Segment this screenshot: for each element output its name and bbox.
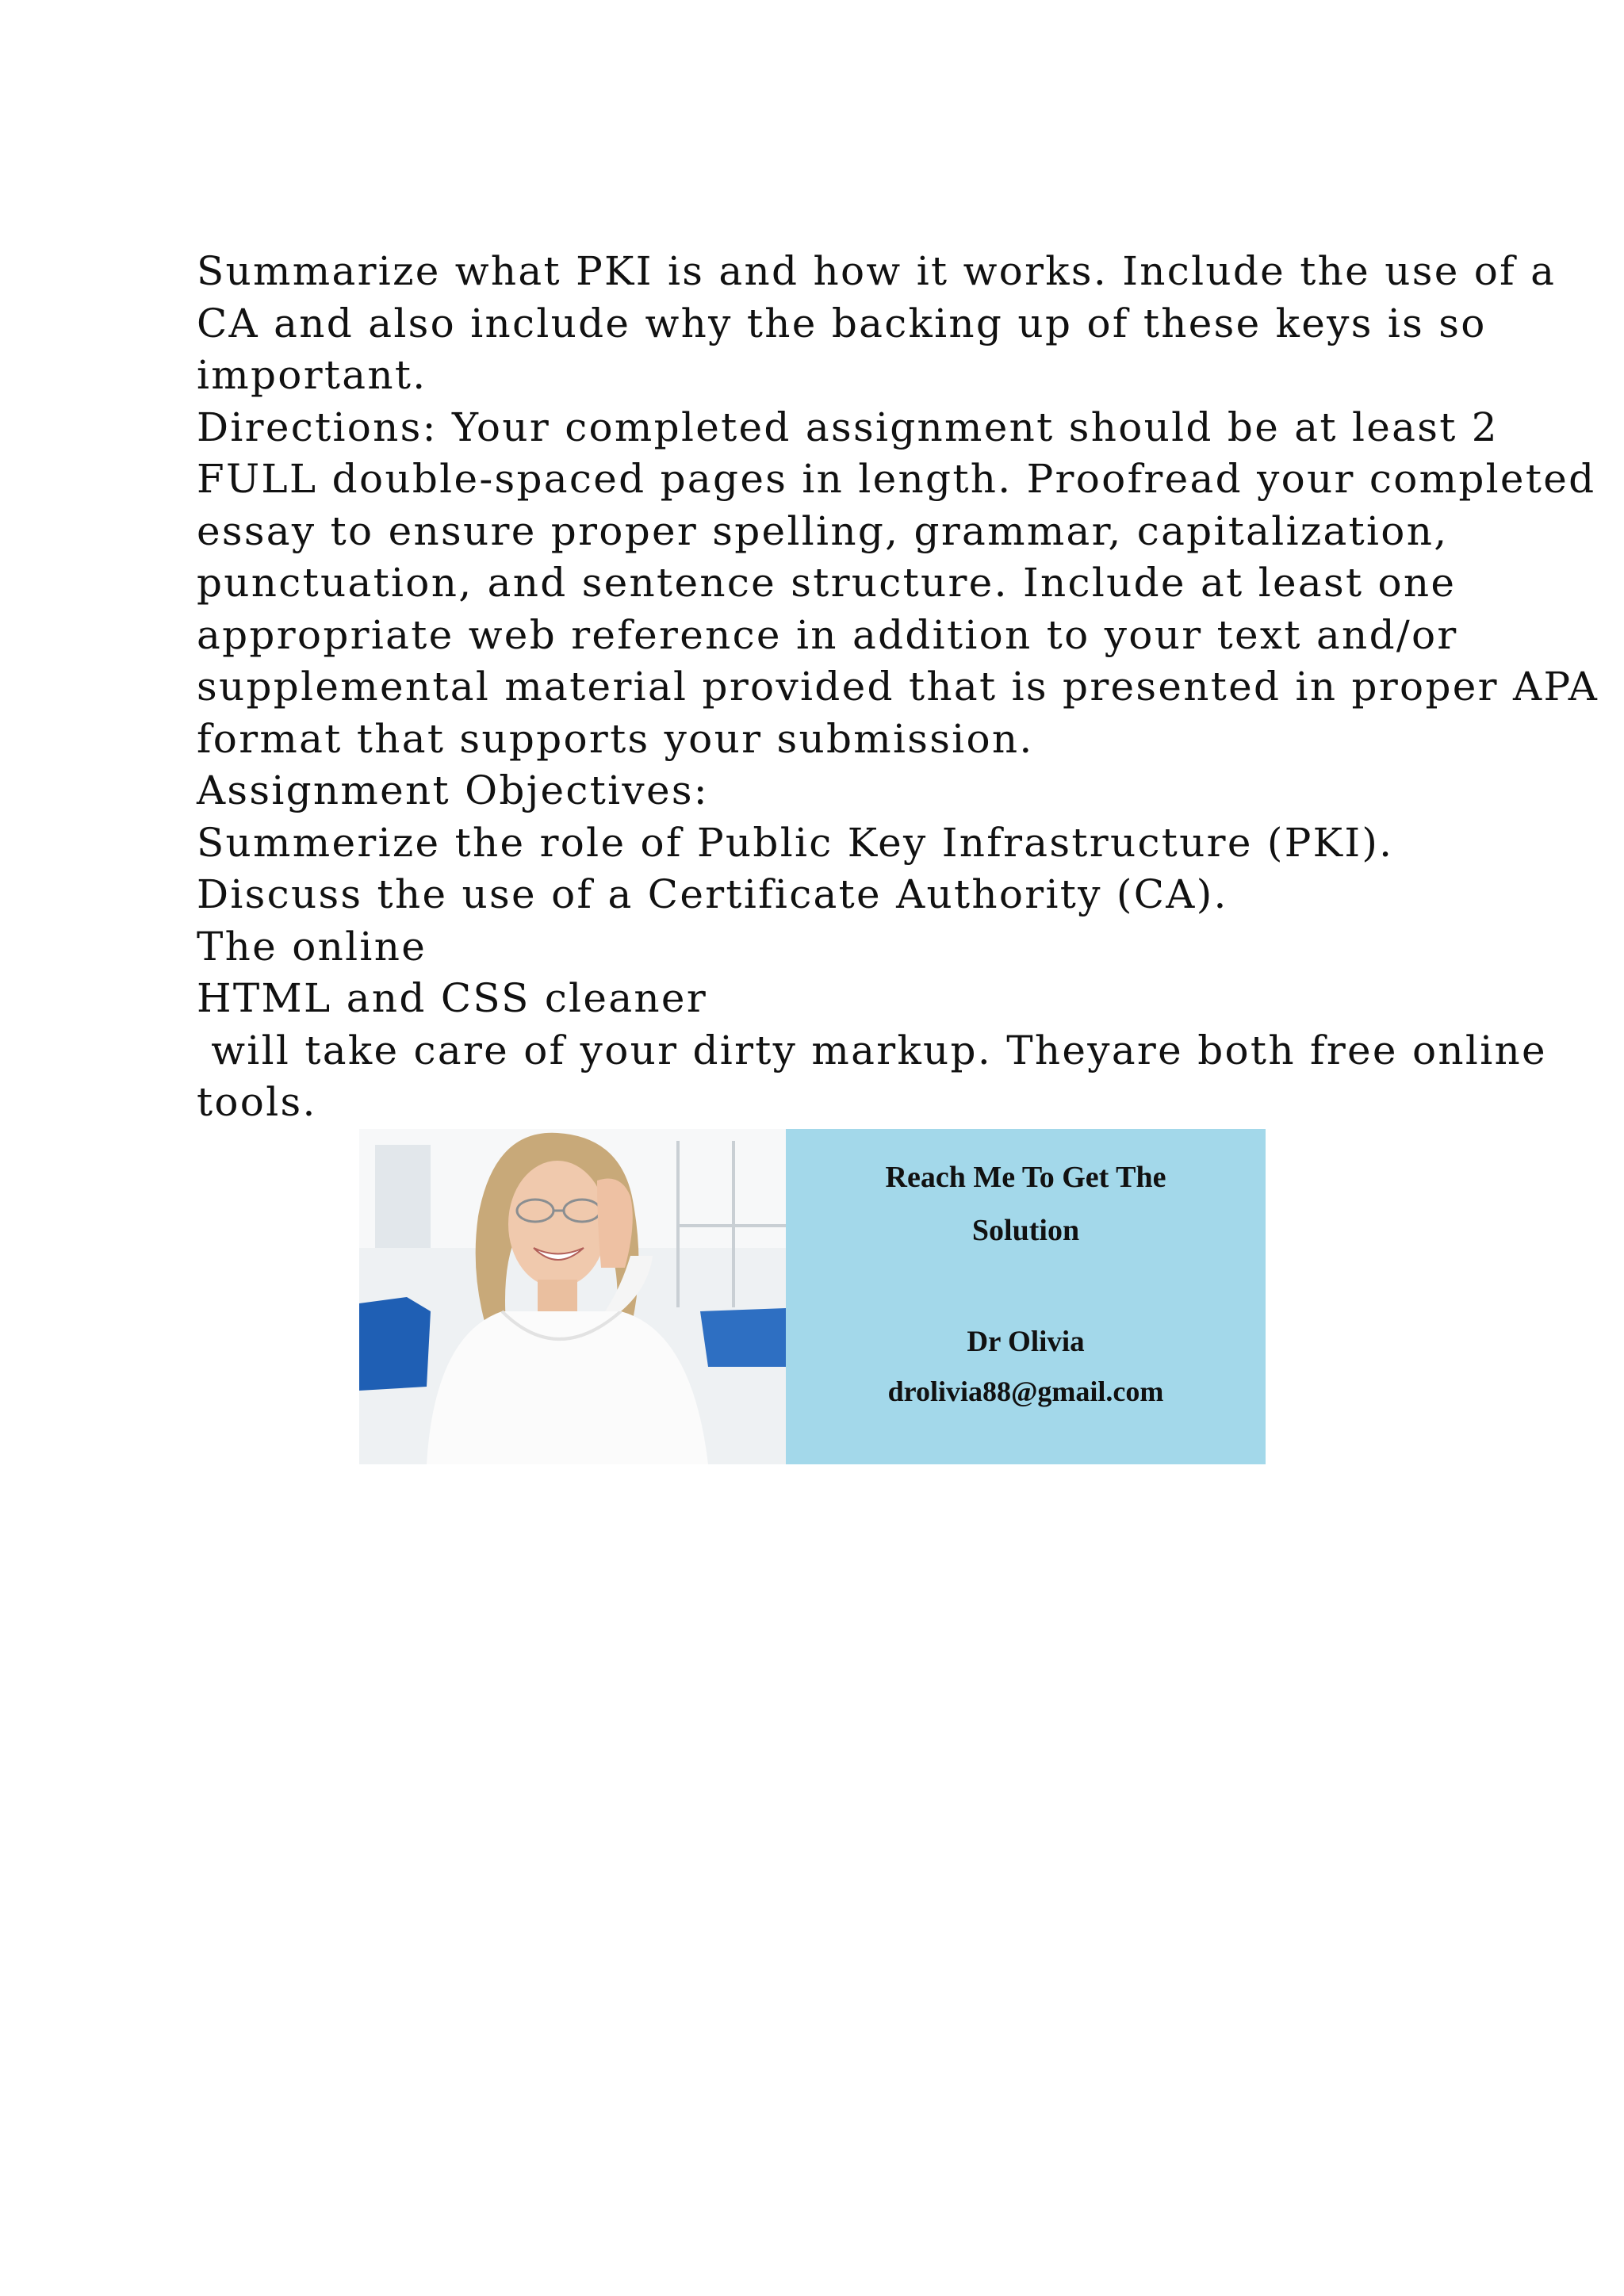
woman-photo: [359, 1129, 786, 1464]
text-line: HTML and CSS cleaner: [197, 975, 708, 1021]
text-line: The online: [197, 923, 427, 970]
ad-headline-line: Solution: [971, 1214, 1080, 1247]
contact-name: Dr Olivia: [967, 1326, 1085, 1358]
objectives-heading: Assignment Objectives:: [197, 767, 709, 813]
text-line: appropriate web reference in addition to your text and/or: [197, 611, 1458, 658]
ad-headline: [786, 1151, 1266, 1257]
text-line: tools.: [197, 1079, 317, 1125]
objective-item: Summerize the role of Public Key Infrastructure (PKI).: [197, 819, 1394, 866]
text-line: important.: [197, 352, 427, 398]
text-line: format that supports your submission.: [197, 715, 1034, 762]
text-line: punctuation, and sentence structure. Include at least one: [197, 560, 1457, 606]
objective-item: Discuss the use of a Certificate Authority (CA).: [197, 871, 1228, 917]
assignment-text: [197, 246, 1599, 1129]
contact-ad-banner: [359, 1129, 1266, 1464]
text-line: FULL double-spaced pages in length. Proofread your completed: [197, 456, 1596, 502]
text-line: will take care of your dirty markup. Theyare both free online: [197, 1027, 1547, 1073]
text-line: supplemental material provided that is presented in proper APA: [197, 664, 1599, 710]
contact-panel: [786, 1129, 1266, 1464]
text-line: Directions: Your completed assignment should be at least 2: [197, 404, 1499, 450]
text-line: CA and also include why the backing up of these keys is so: [197, 300, 1487, 346]
ad-headline-line: Reach Me To Get The: [885, 1161, 1166, 1194]
text-line: Summarize what PKI is and how it works. Include the use of a: [197, 248, 1557, 294]
text-line: essay to ensure proper spelling, grammar, capitalization,: [197, 507, 1449, 554]
contact-email: drolivia88@gmail.com: [887, 1376, 1164, 1407]
